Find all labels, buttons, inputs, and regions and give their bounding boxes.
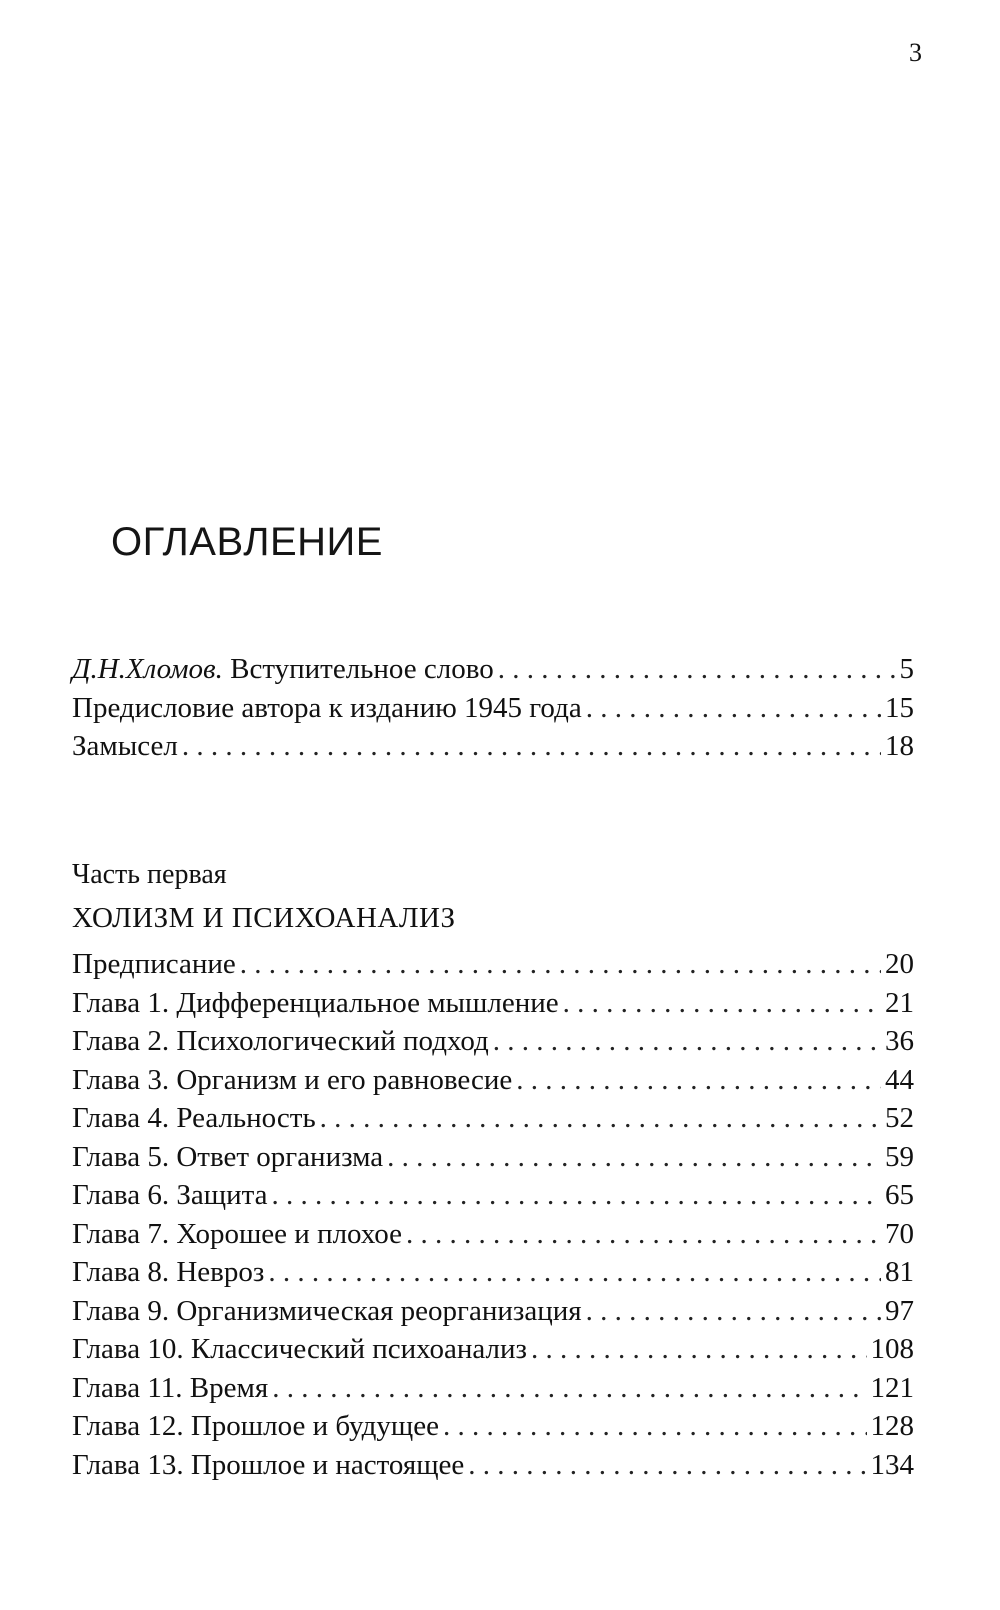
toc-entry-page: 121 — [870, 1371, 914, 1404]
dot-leader — [586, 689, 881, 728]
toc-entry-label: Глава 9. Организмическая реорганизация — [72, 1294, 582, 1327]
toc-entry-page: 70 — [885, 1217, 914, 1250]
dot-leader — [498, 650, 896, 689]
toc-entry[interactable] — [72, 1253, 914, 1292]
toc-entry[interactable] — [72, 727, 914, 766]
toc-entry[interactable] — [72, 650, 914, 689]
toc-entry-page: 20 — [885, 948, 914, 980]
dot-leader — [468, 1446, 866, 1485]
toc-entry[interactable] — [72, 1407, 914, 1446]
dot-leader — [240, 945, 881, 984]
dot-leader — [586, 1292, 881, 1331]
part-label: Часть первая — [72, 859, 227, 890]
toc-entry-page: 59 — [885, 1140, 914, 1173]
intro-entries-list — [72, 650, 914, 766]
toc-entry-label: Д.Н.Хломов. Вступительное слово — [72, 653, 494, 685]
toc-entry-page: 134 — [870, 1448, 914, 1481]
toc-entry-author: Д.Н.Хломов. — [72, 653, 223, 685]
toc-entry-label: Глава 7. Хорошее и плохое — [72, 1217, 402, 1250]
dot-leader — [443, 1407, 866, 1446]
dot-leader — [320, 1099, 881, 1138]
toc-entry-label: Глава 6. Защита — [72, 1179, 268, 1211]
toc-entry[interactable] — [72, 1215, 914, 1254]
dot-leader — [387, 1138, 881, 1177]
toc-entry-label: Глава 12. Прошлое и будущее — [72, 1410, 440, 1442]
toc-entry[interactable] — [72, 1446, 914, 1485]
dot-leader — [406, 1215, 881, 1254]
toc-entry-label: Глава 2. Психологический подход — [72, 1025, 489, 1057]
toc-entry-label: Глава 10. Классический психоанализ — [72, 1333, 528, 1365]
toc-entry-page: 108 — [870, 1333, 914, 1365]
part-title: ХОЛИЗМ И ПСИХОАНАЛИЗ — [72, 902, 456, 934]
dot-leader — [182, 727, 881, 766]
toc-entry-page: 52 — [885, 1102, 914, 1134]
toc-entry-page: 65 — [885, 1179, 914, 1211]
dot-leader — [531, 1330, 866, 1369]
toc-entry-page: 97 — [885, 1294, 914, 1327]
toc-entry[interactable] — [72, 689, 914, 728]
page-title: ОГЛАВЛЕНИЕ — [111, 520, 383, 564]
dot-leader — [516, 1061, 881, 1100]
toc-entry-page: 18 — [885, 730, 914, 762]
chapters-list — [72, 945, 914, 1484]
toc-entry-label: Предисловие автора к изданию 1945 года — [72, 691, 582, 724]
toc-entry-page: 21 — [885, 986, 914, 1019]
toc-entry[interactable] — [72, 945, 914, 984]
toc-entry[interactable] — [72, 1022, 914, 1061]
toc-entry-label: Предписание — [72, 948, 236, 980]
toc-entry-label: Глава 1. Дифференциальное мышление — [72, 986, 559, 1019]
page-number: 3 — [909, 38, 922, 67]
toc-entry-page: 5 — [899, 653, 914, 685]
toc-entry-label: Глава 11. Время — [72, 1371, 269, 1404]
toc-entry[interactable] — [72, 1176, 914, 1215]
dot-leader — [268, 1253, 881, 1292]
toc-entry[interactable] — [72, 1330, 914, 1369]
toc-entry-page: 81 — [885, 1256, 914, 1288]
toc-entry-label: Глава 5. Ответ организма — [72, 1140, 384, 1173]
toc-entry-label: Глава 3. Организм и его равновесие — [72, 1063, 513, 1096]
toc-entry[interactable] — [72, 1369, 914, 1408]
toc-entry[interactable] — [72, 1099, 914, 1138]
toc-entry-page: 15 — [885, 691, 914, 724]
toc-entry[interactable] — [72, 1138, 914, 1177]
toc-entry-page: 44 — [885, 1063, 914, 1096]
toc-entry[interactable] — [72, 984, 914, 1023]
toc-entry[interactable] — [72, 1292, 914, 1331]
dot-leader — [563, 984, 881, 1023]
toc-entry-page: 128 — [870, 1410, 914, 1442]
toc-entry-label: Глава 13. Прошлое и настоящее — [72, 1448, 465, 1481]
toc-entry-label: Глава 4. Реальность — [72, 1102, 316, 1134]
toc-entry-page: 36 — [885, 1025, 914, 1057]
toc-entry[interactable] — [72, 1061, 914, 1100]
toc-entry-label: Глава 8. Невроз — [72, 1256, 265, 1288]
dot-leader — [272, 1176, 881, 1215]
dot-leader — [272, 1369, 866, 1408]
toc-entry-label: Замысел — [72, 730, 178, 762]
part-heading — [72, 855, 914, 941]
dot-leader — [493, 1022, 881, 1061]
